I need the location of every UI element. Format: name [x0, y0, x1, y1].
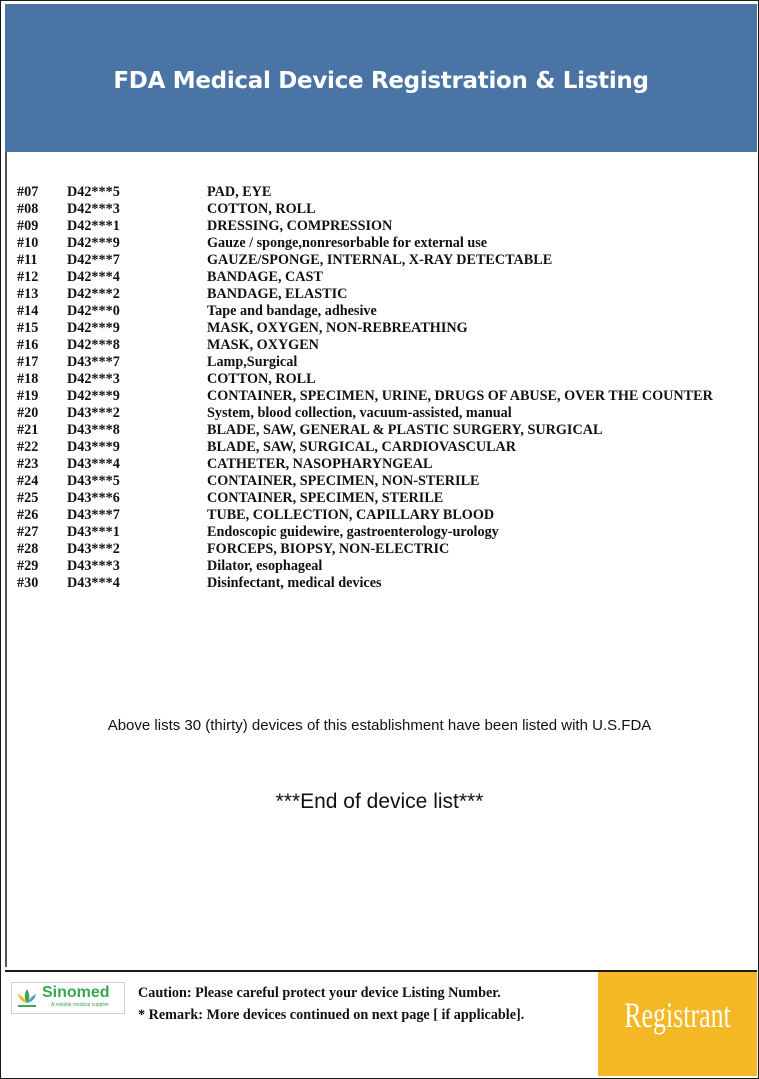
device-code: D42***5	[67, 184, 120, 200]
device-name: COTTON, ROLL	[207, 371, 316, 387]
device-row	[17, 456, 737, 473]
caution-note: Caution: Please careful protect your device Listing Number.	[138, 985, 501, 1001]
device-row	[17, 303, 737, 320]
device-name: CONTAINER, SPECIMEN, STERILE	[207, 490, 444, 506]
device-row	[17, 201, 737, 218]
device-row	[17, 405, 737, 422]
device-code: D42***9	[67, 320, 120, 336]
device-name: Endoscopic guidewire, gastroenterology-urology	[207, 524, 499, 540]
device-code: D43***5	[67, 473, 120, 489]
device-number: #18	[17, 371, 39, 387]
device-code: D42***8	[67, 337, 120, 353]
device-number: #14	[17, 303, 39, 319]
device-row	[17, 388, 737, 405]
device-number: #19	[17, 388, 39, 404]
device-name: MASK, OXYGEN	[207, 337, 319, 353]
device-number: #09	[17, 218, 39, 234]
device-code: D43***1	[67, 524, 120, 540]
device-name: BANDAGE, ELASTIC	[207, 286, 348, 302]
device-name: Disinfectant, medical devices	[207, 575, 382, 591]
device-number: #30	[17, 575, 39, 591]
device-number: #22	[17, 439, 39, 455]
device-row	[17, 524, 737, 541]
device-code: D43***9	[67, 439, 120, 455]
device-name: System, blood collection, vacuum-assisted, manual	[207, 405, 512, 421]
device-number: #07	[17, 184, 39, 200]
device-code: D42***4	[67, 269, 120, 285]
device-row	[17, 575, 737, 592]
device-name: Dilator, esophageal	[207, 558, 323, 574]
device-name: MASK, OXYGEN, NON-REBREATHING	[207, 320, 468, 336]
device-code: D43***4	[67, 456, 120, 472]
device-row	[17, 439, 737, 456]
logo-wordmark: Sinomed	[42, 984, 110, 1001]
device-number: #12	[17, 269, 39, 285]
device-code: D42***7	[67, 252, 120, 268]
device-code: D43***6	[67, 490, 120, 506]
end-of-list-note: ***End of device list***	[275, 790, 484, 813]
lotus-icon	[15, 987, 39, 1009]
device-number: #29	[17, 558, 39, 574]
remark-note: * Remark: More devices continued on next page [ if applicable].	[138, 1007, 525, 1023]
device-number: #27	[17, 524, 39, 540]
logo-tagline: A reliable medical supplier	[51, 1002, 110, 1008]
device-number: #16	[17, 337, 39, 353]
device-row	[17, 371, 737, 388]
device-number: #10	[17, 235, 39, 251]
device-number: #26	[17, 507, 39, 523]
device-name: PAD, EYE	[207, 184, 272, 200]
device-code: D42***2	[67, 286, 120, 302]
device-name: CONTAINER, SPECIMEN, URINE, DRUGS OF ABUSE, OVER THE COUNTER	[207, 388, 713, 404]
device-name: BLADE, SAW, SURGICAL, CARDIOVASCULAR	[207, 439, 517, 455]
device-code: D43***2	[67, 541, 120, 557]
device-name: CONTAINER, SPECIMEN, NON-STERILE	[207, 473, 480, 489]
left-border-line	[5, 152, 7, 967]
device-row	[17, 558, 737, 575]
device-code: D43***7	[67, 507, 120, 523]
device-count-summary: Above lists 30 (thirty) devices of this establishment have been listed with U.S.FDA	[107, 717, 652, 734]
device-code: D42***9	[67, 235, 120, 251]
device-row	[17, 490, 737, 507]
device-name: Lamp,Surgical	[207, 354, 298, 370]
device-row	[17, 184, 737, 201]
device-name: BANDAGE, CAST	[207, 269, 323, 285]
device-number: #11	[17, 252, 38, 268]
device-name: Tape and bandage, adhesive	[207, 303, 377, 319]
device-code: D42***0	[67, 303, 120, 319]
device-number: #08	[17, 201, 39, 217]
device-name: FORCEPS, BIOPSY, NON-ELECTRIC	[207, 541, 450, 557]
device-row	[17, 218, 737, 235]
device-name: CATHETER, NASOPHARYNGEAL	[207, 456, 433, 472]
device-code: D42***3	[67, 201, 120, 217]
device-row	[17, 269, 737, 286]
device-number: #20	[17, 405, 39, 421]
page-header	[5, 4, 757, 152]
registrant-label: Registrant	[624, 995, 731, 1035]
device-name: TUBE, COLLECTION, CAPILLARY BLOOD	[207, 507, 495, 523]
device-row	[17, 422, 737, 439]
sinomed-logo	[11, 982, 125, 1014]
device-code: D42***3	[67, 371, 120, 387]
device-row	[17, 541, 737, 558]
device-name: COTTON, ROLL	[207, 201, 316, 217]
page-title: FDA Medical Device Registration & Listing	[113, 68, 649, 94]
device-name: DRESSING, COMPRESSION	[207, 218, 393, 234]
device-list-table	[17, 184, 737, 592]
device-row	[17, 252, 737, 269]
device-number: #21	[17, 422, 39, 438]
device-code: D43***7	[67, 354, 120, 370]
device-row	[17, 354, 737, 371]
device-row	[17, 235, 737, 252]
device-row	[17, 473, 737, 490]
device-row	[17, 320, 737, 337]
device-code: D42***9	[67, 388, 120, 404]
device-number: #13	[17, 286, 39, 302]
device-row	[17, 337, 737, 354]
device-number: #28	[17, 541, 39, 557]
device-number: #15	[17, 320, 39, 336]
device-code: D43***4	[67, 575, 120, 591]
device-name: Gauze / sponge,nonresorbable for external use	[207, 235, 488, 251]
device-number: #23	[17, 456, 39, 472]
device-number: #25	[17, 490, 39, 506]
device-row	[17, 507, 737, 524]
device-number: #17	[17, 354, 39, 370]
device-code: D43***3	[67, 558, 120, 574]
device-code: D42***1	[67, 218, 120, 234]
device-code: D43***2	[67, 405, 120, 421]
registrant-badge	[598, 972, 757, 1076]
device-number: #24	[17, 473, 39, 489]
device-name: BLADE, SAW, GENERAL & PLASTIC SURGERY, SURGICAL	[207, 422, 603, 438]
device-row	[17, 286, 737, 303]
device-name: GAUZE/SPONGE, INTERNAL, X-RAY DETECTABLE	[207, 252, 553, 268]
device-code: D43***8	[67, 422, 120, 438]
